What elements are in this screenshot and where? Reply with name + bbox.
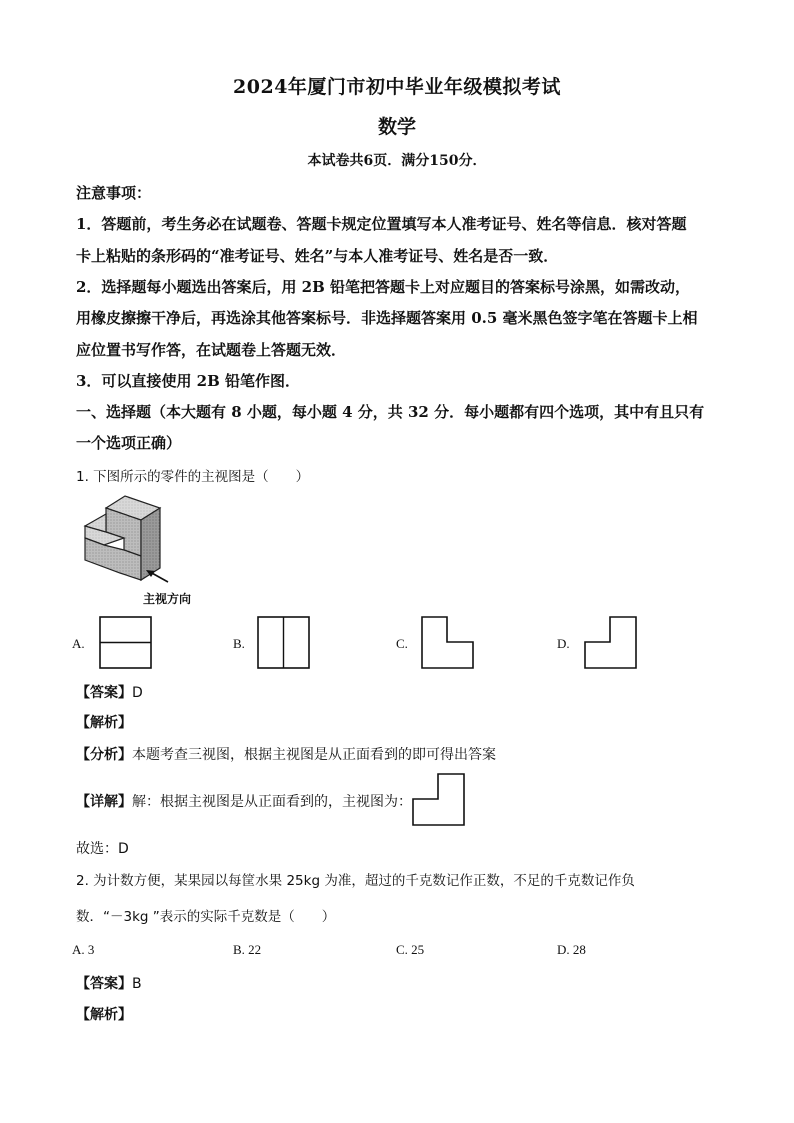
answer-tag: 【答案】 [76,976,132,992]
note-line: 3．可以直接使用 2B 铅笔作图． [76,372,300,390]
answer-value: D [132,685,143,701]
answer-value: B [132,976,142,992]
answer-tag: 【答案】 [76,685,132,701]
q1-answer [76,682,143,702]
question-2-stem-cont: 数．“－3kg ”表示的实际千克数是（ ） [76,909,336,925]
option-d-figure [584,616,637,669]
q1-analysis-tag: 【解析】 [76,715,132,731]
view-direction-label: 主视方向 [143,592,192,606]
option-b-label: B. [233,636,245,651]
exam-meta: 本试卷共6页．满分150分． [307,153,487,169]
xiangjie-tag: 【详解】 [76,794,132,810]
option-c-figure [421,616,474,669]
xiangjie-text: 解：根据主视图是从正面看到的，主视图为： [132,794,412,810]
section-heading-cont: 一个选项正确） [76,434,182,452]
q2-option-b: B. 22 [233,942,262,957]
fenxi-text: 本题考查三视图，根据主视图是从正面看到的即可得出答案 [132,747,496,763]
option-d-label: D. [557,636,570,651]
section-heading: 一、选择题（本大题有 8 小题，每小题 4 分，共 32 分．每小题都有四个选项，其中有且只有 [76,403,705,421]
option-a-figure [99,616,152,669]
solution-figure [412,773,465,826]
note-line: 应位置书写作答，在试题卷上答题无效． [76,341,347,359]
fenxi-tag: 【分析】 [76,747,132,763]
question-2-stem: 2. 为计数方便，某果园以每筐水果 25kg 为准，超过的千克数记作正数，不足的千克数记作负 [76,873,635,889]
q1-xiangjie [76,791,412,811]
note-line: 2．选择题每小题选出答案后，用 2B 铅笔把答题卡上对应题目的答案标号涂黑，如需改动， [76,278,691,296]
q1-conclusion: 故选：D [76,841,129,857]
option-a-label: A. [72,636,85,651]
note-line: 卡上粘贴的条形码的“准考证号、姓名”与本人准考证号、姓名是否一致． [76,247,559,265]
subject-title: 数学 [377,116,416,138]
option-b-figure [257,616,310,669]
option-c-label: C. [396,636,408,651]
q2-option-c: C. 25 [396,942,425,957]
q2-answer [76,973,142,993]
note-line: 1．答题前，考生务必在试题卷、答题卡规定位置填写本人准考证号、姓名等信息．核对答题 [76,215,687,233]
q1-fenxi [76,744,496,764]
note-line: 用橡皮擦擦干净后，再选涂其他答案标号．非选择题答案用 0.5 毫米黑色签字笔在答题卡上相 [76,309,698,327]
question-1-stem: 1. 下图所示的零件的主视图是（ ） [76,469,310,485]
notes-heading: 注意事项： [76,184,152,202]
q2-analysis-tag: 【解析】 [76,1007,132,1023]
page-title: 2024年厦门市初中毕业年级模拟考试 [233,76,561,98]
q2-option-a: A. 3 [72,942,95,957]
q2-option-d: D. 28 [557,942,586,957]
